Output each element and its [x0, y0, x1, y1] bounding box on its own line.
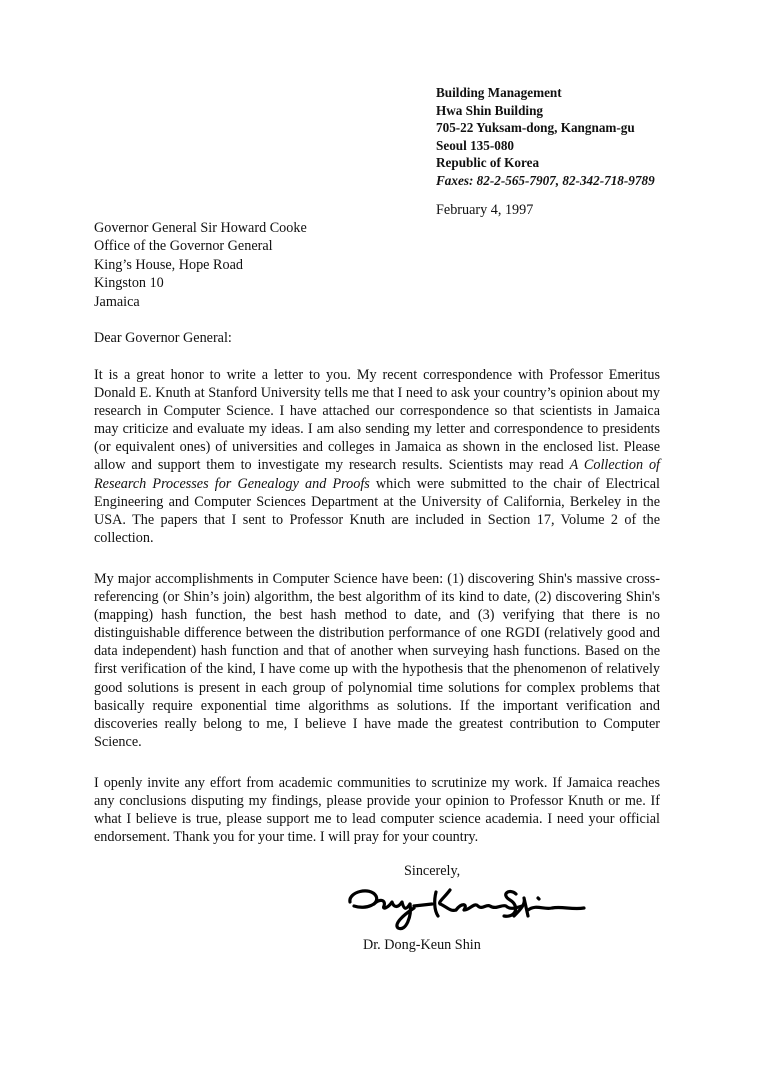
signer-name: Dr. Dong-Keun Shin — [363, 937, 481, 953]
letterhead-line-3: 705-22 Yuksam-dong, Kangnam-gu — [436, 120, 635, 136]
letterhead-line-4: Seoul 135-080 — [436, 137, 515, 153]
recipient-line-4: Kingston 10 — [94, 275, 164, 292]
paragraph-1-text-b: which were submitted to the chair of Electrical Engineering and Computer Sciences Department at the University of California, Berkeley in the USA. The papers that I sent to Professor Knuth are included in Section 17, Volume 2 of the collection. — [94, 475, 660, 546]
recipient-line-1: Governor General Sir Howard Cooke — [94, 220, 307, 236]
recipient-line-2: Office of the Governor General — [94, 238, 273, 255]
body-paragraph-2: My major accomplishments in Computer Science have been: (1) discovering Shin's massive cross-referencing (or Shin’s join) algorithm, the best algorithm of its kind to date, (2) discovering Shin's (mapping) hash function, the best hash method to date, and (3) verifying that there is no distinguishable difference between the distribution performance of one RGDI (relatively good and data independent) hash function and that of another when surveying hash functions. Based on the first verification of the kind, I have come up with the hypothesis that the phenomenon of relatively good solutions is present in each group of polynomial time solutions for complex problems that basically require exponential time algorithms as solutions. If the important verification and discoveries really belong to me, I believe I have made the greatest contribution to Computer Science. — [94, 571, 660, 750]
recipient-line-3: King’s House, Hope Road — [94, 256, 243, 273]
letter-date: February 4, 1997 — [436, 202, 534, 218]
handwritten-signature — [340, 880, 590, 940]
sender-letterhead — [436, 84, 655, 190]
closing: Sincerely, — [404, 863, 461, 879]
recipient-line-5: Jamaica — [94, 293, 140, 310]
collection-title: A Collection of Research Processes for Genealogy and Proofs — [94, 457, 660, 492]
letterhead-faxes: Faxes: 82-2-565-7907, 82-342-718-9789 — [436, 172, 655, 188]
body-paragraph-1 — [94, 366, 660, 547]
paragraph-1-text-a: It is a great honor to write a letter to you. My recent correspondence with Professor Emeritus Donald E. Knuth at Stanford University tells me that I need to ask your country’s opinion about my research in Computer Science. I have attached our correspondence so that scientists in Jamaica may criticize and evaluate my ideas. I am also sending my letter and correspondence to presidents (or equivalent ones) of universities and colleges in Jamaica as shown in the enclosed list. Please allow and support them to investigate my research results. Scientists may read — [94, 367, 660, 474]
letterhead-line-2: Hwa Shin Building — [436, 102, 544, 118]
salutation: Dear Governor General: — [94, 330, 232, 346]
body-paragraph-3: I openly invite any effort from academic communities to scrutinize my work. If Jamaica reaches any conclusions disputing my findings, please provide your opinion to Professor Knuth or me. If what I believe is true, please support me to lead computer science academia. I need your official endorsement. Thank you for your time. I will pray for your country. — [94, 775, 660, 846]
recipient-address — [94, 219, 307, 311]
letterhead-line-5: Republic of Korea — [436, 155, 540, 171]
letterhead-line-1: Building Management — [436, 85, 562, 100]
